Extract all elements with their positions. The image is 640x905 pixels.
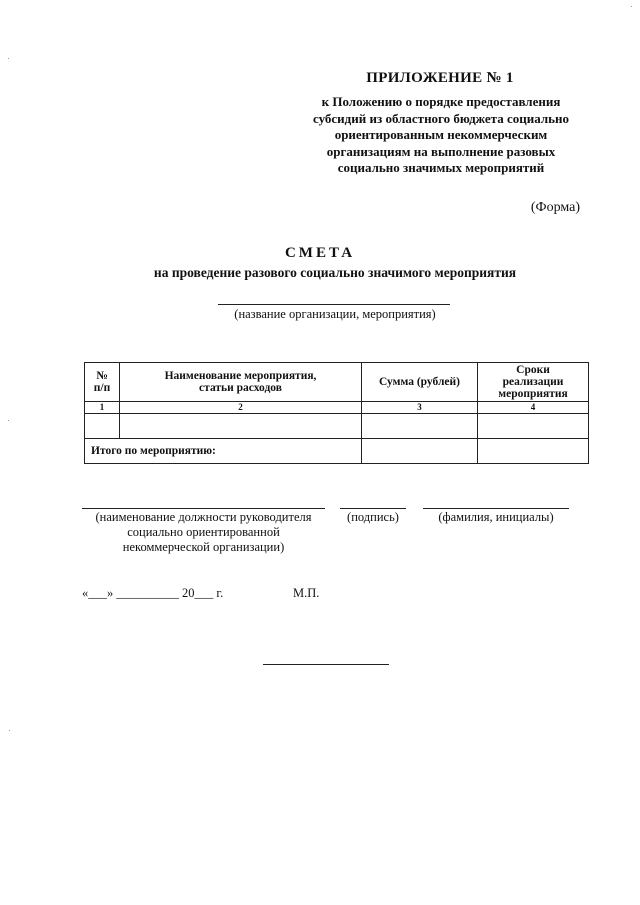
org-name-line [218,304,450,305]
name-line [423,508,569,509]
org-name-caption: (название организации, мероприятия) [234,307,436,321]
name-caption: (фамилия, инициалы) [438,510,554,524]
table-cell[interactable] [85,414,120,439]
position-caption: (наименование должности руководителя социально ориентированной некоммерческой организации) [95,510,312,554]
table-cell[interactable] [478,414,589,439]
column-number: 2 [120,402,362,414]
scan-artifact [9,730,10,731]
document-subtitle: на проведение разового социально значимого мероприятия [153,265,517,280]
total-row [85,439,589,464]
header-sum: Сумма (рублей) [362,363,478,402]
table-row [85,414,589,439]
stamp-label: М.П. [293,586,320,600]
column-number: 4 [478,402,589,414]
end-separator [263,664,389,665]
appendix-subtitle: к Положению о порядке предоставления субсидий из областного бюджета социально ориентированным некоммерческим организациям на выполнение разовых социально значимых мероприятий [312,94,569,175]
signature-line [340,508,406,509]
date-line: «___» __________ 20___ г. [82,586,224,600]
signature-caption: (подпись) [347,510,399,524]
table-cell[interactable] [120,414,362,439]
total-terms-cell[interactable] [478,439,589,464]
form-label: (Форма) [530,200,580,215]
header-number: № п/п [85,363,120,402]
position-line [82,508,325,509]
scan-artifact [8,420,9,421]
scan-artifact [8,58,9,59]
total-label: Итого по мероприятию: [85,439,362,464]
table-cell[interactable] [362,414,478,439]
appendix-title: ПРИЛОЖЕНИЕ № 1 [366,70,514,86]
column-number: 1 [85,402,120,414]
table-header-row [85,363,589,402]
estimate-table [84,362,589,464]
header-terms: Сроки реализации мероприятия [478,363,589,402]
column-number-row [85,402,589,414]
column-number: 3 [362,402,478,414]
document-title: СМЕТА [284,245,356,261]
scan-artifact [631,6,632,7]
total-sum-cell[interactable] [362,439,478,464]
header-name: Наименование мероприятия, статьи расходов [120,363,362,402]
